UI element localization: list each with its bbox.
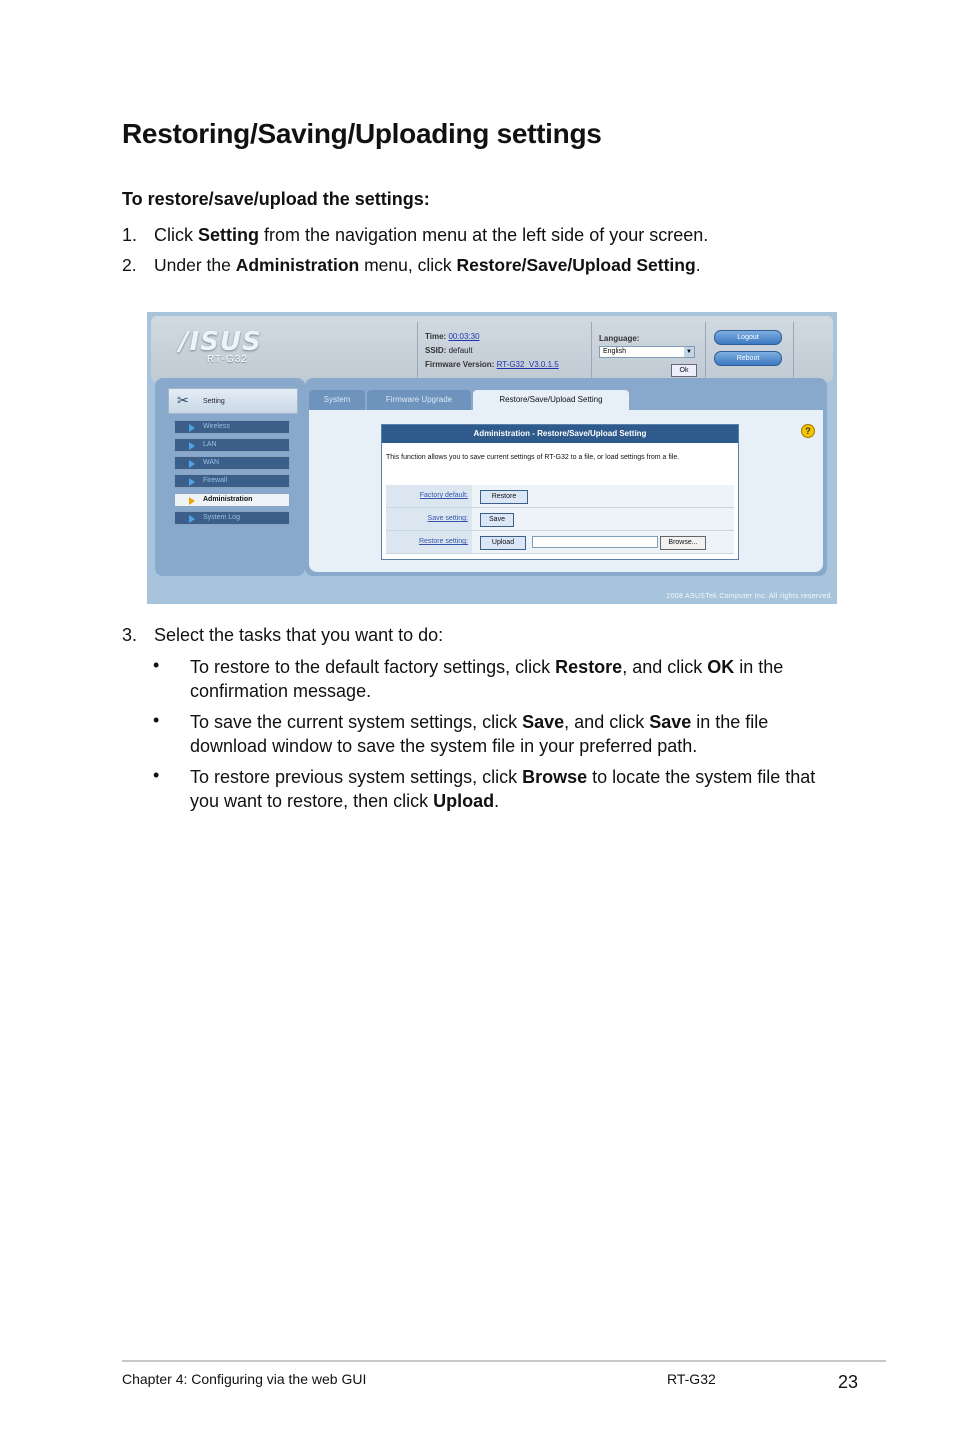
browse-button[interactable]: Browse... [660, 536, 706, 550]
footer-model: RT-G32 [667, 1371, 716, 1387]
firmware-label: Firmware Version: [425, 360, 495, 369]
bullet-mark: • [153, 765, 160, 785]
bullet-text: . [494, 791, 500, 811]
bullet-text: To save the current system settings, click [190, 712, 523, 732]
upload-button[interactable]: Upload [480, 536, 526, 550]
nav-item-wan[interactable] [174, 456, 290, 470]
step-bold: Setting [198, 225, 259, 245]
firmware-info [425, 360, 559, 369]
tab-restore-save-upload[interactable]: Restore/Save/Upload Setting [473, 390, 629, 410]
language-select[interactable] [599, 346, 695, 358]
arrow-right-icon [189, 442, 195, 450]
file-path-input[interactable] [532, 536, 658, 548]
nav-item-label: WAN [203, 459, 220, 466]
bullet-text: To restore previous system settings, click [190, 767, 523, 787]
nav-item-label: Wireless [203, 423, 230, 430]
time-label: Time: [425, 332, 447, 341]
step-number: 1. [122, 225, 138, 245]
reboot-button[interactable]: Reboot [714, 351, 782, 366]
bullet-text: , and click [564, 712, 650, 732]
divider [417, 322, 418, 378]
help-icon[interactable]: ? [801, 424, 815, 438]
step-text: . [695, 255, 701, 275]
step-number: 3. [122, 625, 138, 645]
bullet-bold: Save [649, 712, 692, 732]
tools-icon: ✂ [177, 392, 189, 408]
bullet-text: , and click [622, 657, 708, 677]
bullet-text: to locate the system file that you want to restore, then click [190, 767, 816, 811]
nav-item-label: System Log [203, 514, 240, 521]
step-bold: Restore/Save/Upload Setting [456, 255, 696, 275]
tab-content [309, 410, 823, 572]
language-value: English [603, 348, 626, 355]
arrow-right-icon [189, 478, 195, 486]
router-header [151, 316, 833, 382]
arrow-right-icon [189, 424, 195, 432]
box-description: This function allows you to save current settings of RT-G32 to a file, or load settings from a file. [386, 454, 680, 461]
tab-firmware-upgrade[interactable]: Firmware Upgrade [367, 390, 471, 410]
language-ok-button[interactable]: Ok [671, 364, 697, 377]
step-text: from the navigation menu at the left side of your screen. [259, 225, 709, 245]
bullet-bold: Upload [433, 791, 495, 811]
time-info [425, 332, 480, 341]
setting-header[interactable] [168, 388, 298, 414]
factory-default-label: Factory default: [386, 485, 472, 507]
ssid-label: SSID: [425, 346, 447, 355]
box-title: Administration - Restore/Save/Upload Setting [382, 425, 738, 443]
arrow-right-icon [189, 497, 195, 505]
page-title: Restoring/Saving/Uploading settings [122, 118, 602, 149]
bullet-2-text [190, 710, 840, 758]
page-number: 23 [838, 1372, 859, 1392]
step-2 [122, 255, 701, 276]
nav-item-label: Firewall [203, 477, 228, 484]
nav-item-system-log[interactable] [174, 511, 290, 525]
save-setting-row [386, 508, 734, 531]
bullet-bold: Restore [555, 657, 623, 677]
nav-item-label: LAN [203, 441, 217, 448]
step-text: Click [154, 225, 198, 245]
copyright-text: 2008 ASUSTek Computer Inc. All rights reserved. [666, 593, 833, 600]
bullet-bold: OK [707, 657, 735, 677]
step-number: 2. [122, 255, 137, 275]
nav-item-wireless[interactable] [174, 420, 290, 434]
tab-system[interactable]: System [309, 390, 365, 410]
restore-setting-row [386, 531, 734, 554]
divider [591, 322, 592, 378]
section-subhead: To restore/save/upload the settings: [122, 189, 430, 209]
nav-item-administration[interactable] [174, 493, 290, 507]
step-1 [122, 225, 708, 246]
settings-box [381, 424, 739, 560]
bullet-text: To restore to the default factory settings, click [190, 657, 556, 677]
footer-chapter: Chapter 4: Configuring via the web GUI [122, 1371, 367, 1387]
router-ui-screenshot [147, 312, 837, 604]
language-label: Language: [599, 334, 640, 343]
arrow-right-icon [189, 515, 195, 523]
arrow-right-icon [189, 460, 195, 468]
chevron-down-icon: ▼ [684, 347, 694, 357]
bullet-mark: • [153, 710, 160, 730]
step-text: Select the tasks that you want to do: [154, 625, 444, 645]
ssid-value: default [448, 346, 473, 355]
firmware-link[interactable]: RT-G32_V3.0.1.5 [496, 360, 559, 369]
time-link[interactable]: 00:03:30 [448, 332, 480, 341]
restore-button[interactable]: Restore [480, 490, 528, 504]
model-name: RT-G32 [207, 354, 248, 365]
step-text: Under the [154, 255, 236, 275]
ssid-info [425, 346, 473, 355]
nav-item-label: Administration [203, 496, 253, 503]
step-bold: Administration [235, 255, 360, 275]
restore-setting-label: Restore setting: [386, 531, 472, 553]
bullet-text: in the confirmation message. [190, 657, 784, 701]
bullet-bold: Save [522, 712, 565, 732]
save-button[interactable]: Save [480, 513, 514, 527]
bullet-3-text [190, 765, 840, 813]
bullet-bold: Browse [522, 767, 588, 787]
divider [793, 322, 794, 378]
setting-label: Setting [203, 398, 225, 405]
left-nav-panel [155, 378, 305, 576]
bullet-1-text [190, 655, 840, 703]
main-panel [305, 378, 827, 576]
nav-item-firewall[interactable] [174, 474, 290, 488]
save-setting-label: Save setting: [386, 508, 472, 530]
nav-item-lan[interactable] [174, 438, 290, 452]
step-text: menu, click [359, 255, 457, 275]
bullet-text: in the file download window to save the system file in your preferred path. [190, 712, 769, 756]
factory-default-row [386, 485, 734, 508]
divider [705, 322, 706, 378]
footer-divider [122, 1360, 886, 1362]
asus-logo: /ISUS [179, 327, 262, 357]
logout-button[interactable]: Logout [714, 330, 782, 345]
step-3 [122, 625, 443, 646]
bullet-mark: • [153, 655, 160, 675]
